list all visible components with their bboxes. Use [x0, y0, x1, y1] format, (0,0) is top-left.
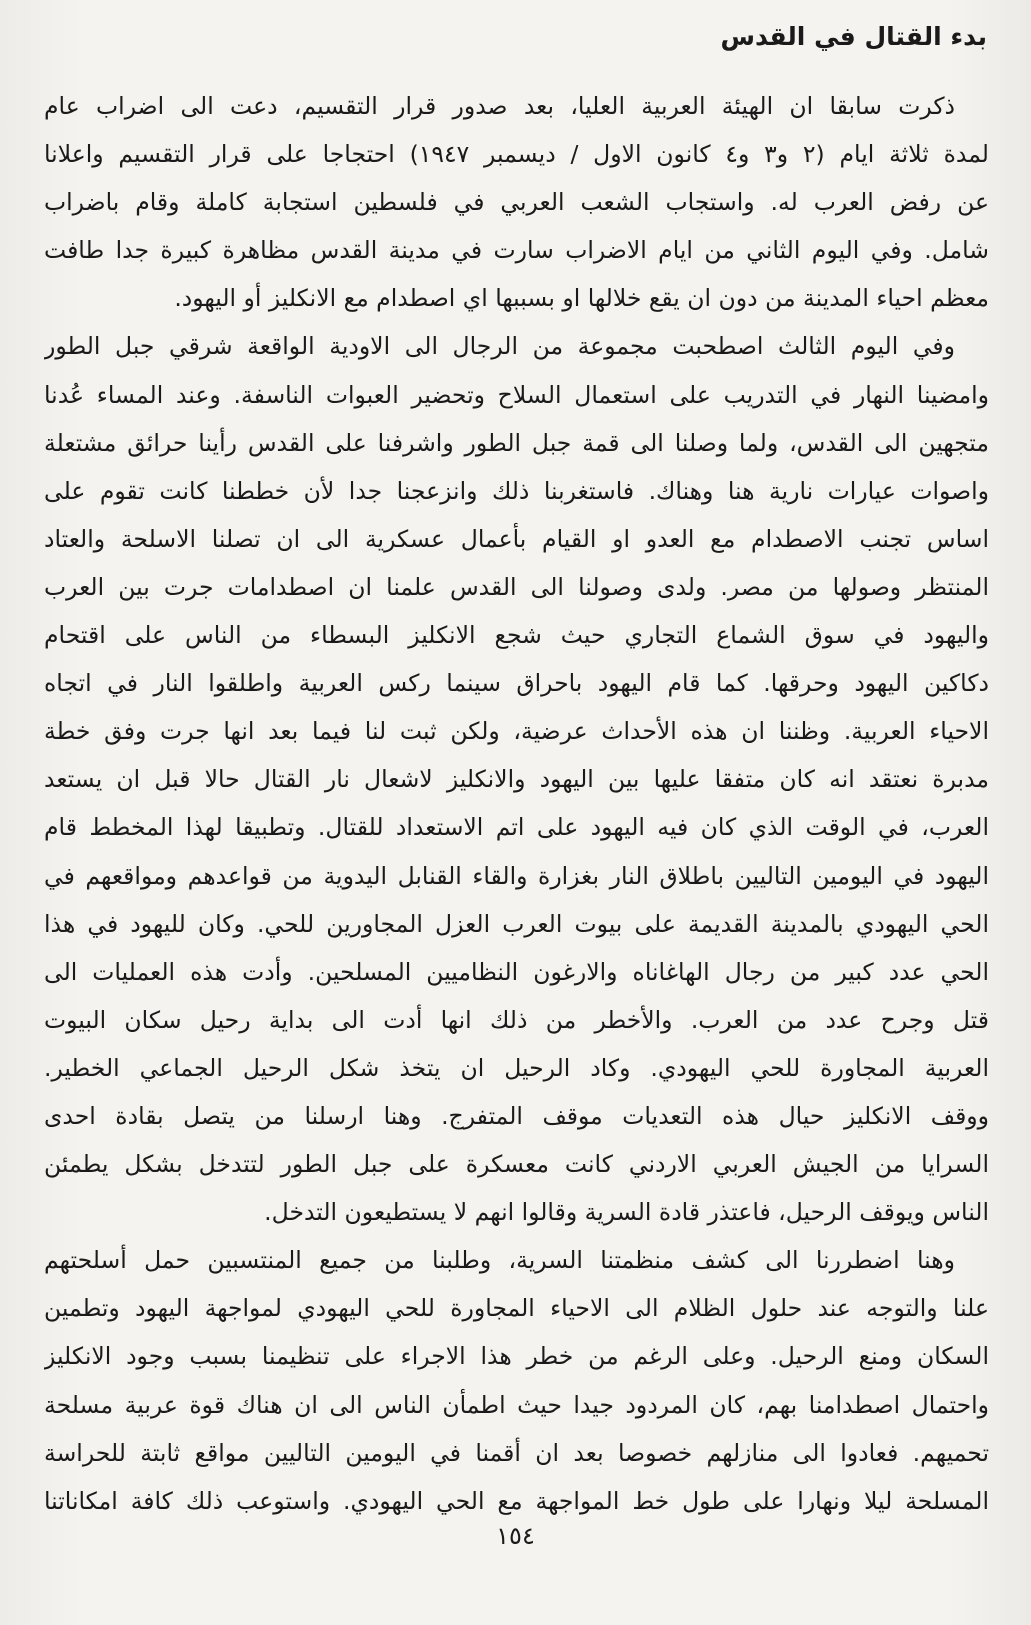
text-line: وامضينا النهار في التدريب على استعمال السلاح وتحضير العبوات الناسفة. وعند المساء عُدنا: [44, 380, 989, 409]
text-line: لمدة ثلاثة ايام (٢ و٣ و٤ كانون الاول / ديسمبر ١٩٤٧) احتجاجا على قرار التقسيم واعلانا: [44, 140, 989, 169]
text-line: ذكرت سابقا ان الهيئة العربية العليا، بعد صدور قرار التقسيم، دعت الى اضراب عام: [44, 92, 955, 120]
body-text: [44, 82, 989, 1525]
text-line: العربية المجاورة للحي اليهودي. وكاد الرحيل ان يتخذ شكل الرحيل الجماعي الخطير.: [44, 1053, 989, 1082]
text-line: السرايا من الجيش العربي الاردني كانت معسكرة على جبل الطور لتتدخل بشكل يطمئن: [44, 1150, 989, 1179]
text-line: الحي اليهودي بالمدينة القديمة على بيوت العرب العزل المجاورين للحي. وكان لليهود في هذا: [44, 909, 989, 938]
text-line: وفي اليوم الثالث اصطحبت مجموعة من الرجال الى الاودية الواقعة شرقي جبل الطور: [44, 332, 955, 361]
text-line: العرب، في الوقت الذي كان فيه اليهود على اتم الاستعداد للقتال. وتطبيقا لهذا المخطط قام: [44, 813, 989, 842]
text-line: قتل وجرح عدد من العرب. والأخطر من ذلك انها أدت الى بداية رحيل سكان البيوت: [44, 1005, 989, 1034]
text-line: الحي عدد كبير من رجال الهاغاناه والارغون النظاميين المسلحين. وأدت هذه العمليات الى: [44, 957, 989, 986]
text-line: اساس تجنب الاصطدام مع العدو او القيام بأعمال عسكرية الى ان تصلنا الاسلحة والعتاد: [44, 524, 989, 553]
text-line: تحميهم. فعادوا الى منازلهم خصوصا بعد ان أقمنا في اليومين التاليين مواقع ثابتة للحراسة: [44, 1438, 989, 1467]
text-line: اليهود في اليومين التاليين باطلاق النار بغزارة والقاء القنابل اليدوية من قواعدهم ومواقعهم في: [44, 861, 989, 890]
text-line: المنتظر وصولها من مصر. ولدى وصولنا الى القدس علمنا ان اصطدامات جرت بين العرب: [44, 572, 989, 601]
text-line: الناس ويوقف الرحيل، فاعتذر قادة السرية وقالوا انهم لا يستطيعون التدخل.: [264, 1198, 989, 1227]
text-line: الاحياء العربية. وظننا ان هذه الأحداث عرضية، ولكن ثبت لنا فيما بعد انها جرت وفق خطة: [44, 717, 989, 746]
text-line: واصوات عيارات نارية هنا وهناك. فاستغربنا ذلك وانزعجنا جدا لأن خططنا كانت تقوم على: [44, 476, 989, 505]
section-title: بدء القتال في القدس: [720, 22, 987, 51]
text-line: المسلحة ليلا ونهارا على طول خط المواجهة مع الحي اليهودي. واستوعب ذلك كافة امكاناتنا: [44, 1486, 989, 1515]
page-number: ١٥٤: [496, 1522, 535, 1550]
text-line: ووقف الانكليز حيال هذه التعديات موقف المتفرج. وهنا ارسلنا من يتصل بقادة احدى: [44, 1101, 989, 1130]
text-line: متجهين الى القدس، ولما وصلنا الى قمة جبل الطور واشرفنا على القدس رأينا حرائق مشتعلة: [44, 428, 989, 457]
text-line: واحتمال اصطدامنا بهم، كان المردود جيدا حيث اطمأن الناس الى ان هناك قوة عربية مسلحة: [44, 1390, 989, 1419]
text-line: شامل. وفي اليوم الثاني من ايام الاضراب سارت في مدينة القدس مظاهرة كبيرة جدا طافت: [44, 236, 989, 265]
text-line: وهنا اضطررنا الى كشف منظمتنا السرية، وطلبنا من جميع المنتسبين حمل أسلحتهم: [44, 1246, 955, 1275]
text-line: معظم احياء المدينة من دون ان يقع خلالها او بسببها اي اصطدام مع الانكليز أو اليهود.: [174, 284, 989, 313]
text-line: واليهود في سوق الشماع التجاري حيث شجع الانكليز البسطاء من الناس على اقتحام: [44, 621, 989, 650]
text-line: عن رفض العرب له. واستجاب الشعب العربي في فلسطين استجابة كاملة وقام باضراب: [44, 188, 989, 217]
text-line: علنا والتوجه عند حلول الظلام الى الاحياء المجاورة للحي اليهودي لمواجهة اليهود وتطمين: [44, 1294, 989, 1323]
text-line: السكان ومنع الرحيل. وعلى الرغم من خطر هذا الاجراء على تنظيمنا بسبب وجود الانكليز: [44, 1342, 989, 1371]
text-line: دكاكين اليهود وحرقها. كما قام اليهود باحراق سينما ركس العربية واطلقوا النار في اتجاه: [44, 669, 989, 698]
text-line: مدبرة نعتقد انه كان متفقا عليها بين اليهود والانكليز لاشعال نار القتال حالا قبل ان يستعد: [44, 765, 989, 794]
